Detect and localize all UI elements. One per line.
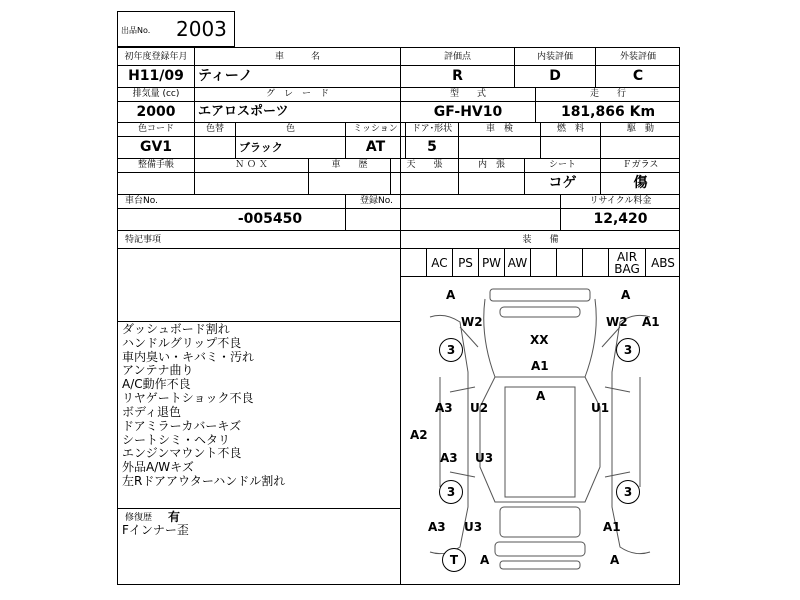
mission-value: AT: [365, 139, 386, 155]
lot-number: 2003: [176, 17, 227, 41]
recycle-label: リサイクル料金: [589, 196, 652, 206]
inspection-label: 車 検: [485, 124, 513, 134]
model-value: ティーノ: [198, 68, 253, 84]
type-label: 型 式: [449, 89, 486, 99]
damage-mark: A2: [410, 428, 428, 442]
equipment-abs: ABS: [651, 256, 675, 270]
damage-mark: A1: [603, 520, 621, 534]
damage-mark: W2: [461, 315, 483, 329]
color-code-value: GV1: [139, 139, 173, 155]
remark-line: 車内臭い・キバミ・汚れ: [122, 350, 255, 364]
interior-score-label: 内装評価: [536, 52, 573, 62]
equipment-pw: PW: [481, 256, 502, 270]
lot-number-box: [117, 11, 235, 47]
remark-line: 外品A/Wキズ: [122, 460, 194, 474]
recycle-value: 12,420: [593, 211, 648, 227]
remark-line: ドアミラーカバーキズ: [122, 419, 242, 433]
manual-label: 整備手帳: [137, 160, 174, 170]
doors-value: 5: [427, 139, 437, 155]
car-diagram: [400, 277, 680, 585]
damage-mark: W2: [606, 315, 628, 329]
score-label: 評価点: [443, 52, 471, 62]
damage-mark: U1: [591, 401, 610, 415]
remark-line: リヤゲートショック不良: [122, 391, 254, 405]
mission-label: ミッション: [353, 124, 398, 134]
chassis-value: -005450: [237, 211, 303, 227]
remark-line: ハンドルグリップ不良: [122, 336, 242, 350]
glass-label: Ｆガラス: [622, 160, 659, 170]
damage-mark: U3: [475, 451, 494, 465]
equipment-label: 装 備: [522, 235, 559, 245]
remarks-heading: 特記事項: [125, 235, 162, 245]
damage-circle: 3: [439, 480, 463, 504]
mileage-label: 走 行: [589, 89, 626, 99]
drive-label: 駆 動: [626, 124, 654, 134]
score-value: R: [452, 68, 463, 84]
damage-mark: A: [446, 288, 456, 302]
remark-line: シートシミ・ヘタリ: [122, 433, 231, 447]
remark-line: A/C動作不良: [122, 377, 191, 391]
color-code-label: 色コード: [137, 124, 174, 134]
equipment-ac: AC: [431, 256, 448, 270]
history-label: 車 歴: [331, 160, 368, 170]
equipment-aw: AW: [507, 256, 528, 270]
exterior-score-value: C: [632, 68, 644, 84]
damage-mark: A3: [435, 401, 453, 415]
remark-line: エンジンマウント不良: [122, 446, 242, 460]
mileage-value: 181,866 Km: [560, 104, 656, 120]
lining-label: 内 張: [477, 160, 505, 170]
glass-value: 傷: [633, 175, 648, 191]
lot-number-label: 出品No.: [121, 26, 151, 35]
damage-mark: XX: [530, 333, 549, 347]
remark-line: ボディ退色: [122, 405, 182, 419]
damage-mark: A3: [428, 520, 446, 534]
damage-circle: 3: [616, 480, 640, 504]
equipment-airbag: AIR BAG: [614, 250, 640, 276]
type-value: GF-HV10: [433, 104, 503, 120]
displacement-value: 2000: [136, 104, 176, 120]
damage-circle: 3: [616, 338, 640, 362]
damage-mark: U2: [470, 401, 489, 415]
damage-mark: A1: [531, 359, 549, 373]
year-label: 初年度登録年月: [124, 52, 188, 62]
grade-label: グ レ ー ド: [265, 89, 329, 99]
damage-mark: A: [621, 288, 631, 302]
registration-label: 登録No.: [360, 196, 393, 206]
seat-value: コゲ: [548, 175, 577, 191]
repair-value: 有: [168, 510, 181, 524]
model-label: 車 名: [274, 52, 320, 62]
year-value: H11/09: [128, 68, 184, 84]
seat-label: シート: [548, 160, 576, 170]
interior-score-value: D: [549, 68, 561, 84]
damage-circle: 3: [439, 338, 463, 362]
displacement-label: 排気量 (cc): [132, 89, 180, 99]
color-label: 色: [285, 124, 295, 134]
grade-value: エアロスポーツ: [198, 104, 289, 119]
damage-mark: A3: [440, 451, 458, 465]
repair-label: 修復歴: [125, 513, 153, 523]
color-change-label: 色替: [205, 124, 224, 134]
sunroof-label: 天 張: [406, 160, 443, 170]
damage-mark: A: [480, 553, 490, 567]
exterior-score-label: 外装評価: [619, 52, 656, 62]
chassis-label: 車台No.: [125, 196, 158, 206]
damage-circle: T: [442, 548, 466, 572]
doors-label: ドア･形状: [411, 124, 453, 134]
fuel-label: 燃 料: [556, 124, 584, 134]
color-value: ブラック: [239, 141, 283, 154]
damage-mark: A: [610, 553, 620, 567]
damage-mark: U3: [464, 520, 483, 534]
damage-mark: A: [536, 389, 546, 403]
remark-line: アンテナ曲り: [122, 363, 194, 377]
equipment-ps: PS: [458, 256, 473, 270]
remark-line: 左Rドアアウターハンドル割れ: [122, 474, 286, 488]
repair-note: Fインナー歪: [122, 523, 189, 537]
remark-line: ダッシュボード割れ: [122, 322, 230, 336]
nox-label: Ｎ Ｏ Ｘ: [235, 160, 268, 170]
damage-mark: A1: [642, 315, 660, 329]
